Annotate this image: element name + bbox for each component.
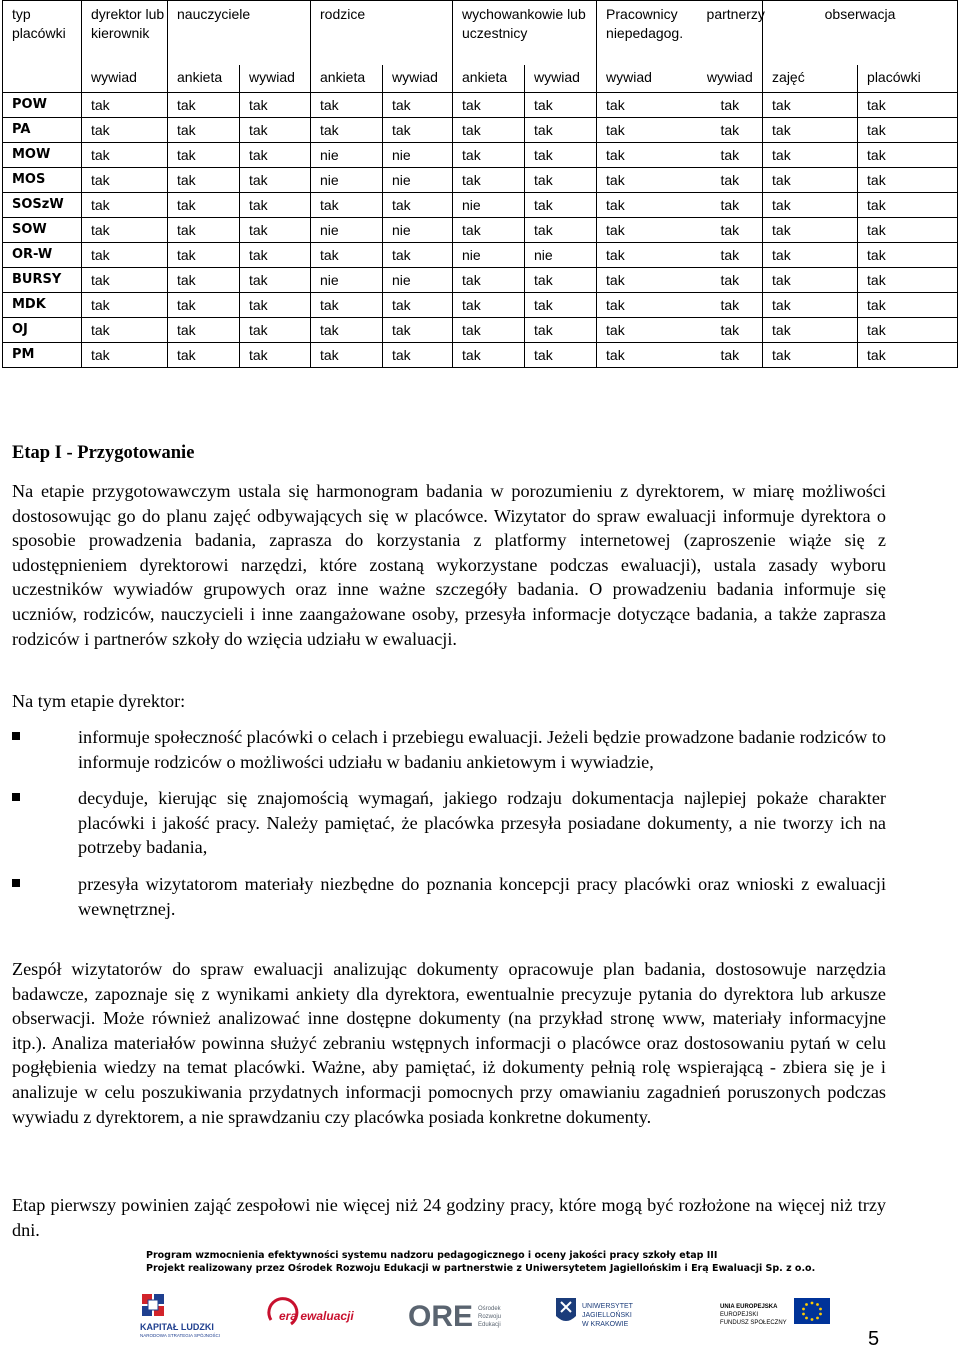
table-cell: tak	[168, 218, 240, 243]
table-cell: tak	[597, 293, 698, 318]
row-type-label: MOW	[3, 143, 82, 168]
row-type-label: SOSzW	[3, 193, 82, 218]
table-cell: tak	[240, 268, 311, 293]
row-type-label: OJ	[3, 318, 82, 343]
subheader-cell: ankieta	[453, 65, 525, 93]
table-cell: nie	[453, 243, 525, 268]
table-cell: nie	[311, 218, 383, 243]
table-cell: tak	[168, 143, 240, 168]
table-cell: tak	[453, 218, 525, 243]
table-cell: tak	[597, 143, 698, 168]
ore-sub-3: Edukacji	[478, 1322, 501, 1328]
table-cell: tak	[82, 93, 168, 118]
subheader-cell: wywiad	[82, 65, 168, 93]
table-cell: nie	[383, 168, 453, 193]
table-cell: tak	[240, 118, 311, 143]
table-cell: tak	[858, 318, 958, 343]
subheader-cell: wywiad	[698, 65, 763, 93]
table-row	[3, 118, 958, 143]
table-cell: tak	[597, 118, 698, 143]
table-cell: tak	[311, 93, 383, 118]
paragraph-intro: Na etapie przygotowawczym ustala się harmonogram badania w porozumieniu z dyrektorem, w miarę możliwości dostosowując go do planu zajęć odbywających się w placówce. Wizytator do spraw ewaluacji informuje dyrektora o sposobie prowadzenia badania, zaprasza do korzystania z platformy internetowej (zaproszenie wiąże się z udostępnieniem dyrektorowi narzędzi, które zostaną wykorzystane podczas ewaluacji), ustala zasady wyboru uczestników wywiadów grupowych oraz inne ważne szczegóły badania. O prowadzeniu badania informuje się uczniów, rodziców, nauczycieli i inne zaangażowane osoby, przesyła informacje dotyczące badania, a także zaprasza rodziców i partnerów szkoły do wzięcia udziału w ewaluacji.	[12, 481, 886, 649]
table-cell: tak	[698, 343, 763, 368]
table-cell: tak	[168, 168, 240, 193]
ore-text: ORE	[408, 1300, 474, 1333]
subheader-cell: wywiad	[240, 65, 311, 93]
table-cell: tak	[698, 193, 763, 218]
table-row	[3, 168, 958, 193]
subheader-cell: ankieta	[311, 65, 383, 93]
table-cell: tak	[453, 293, 525, 318]
table-cell: tak	[383, 193, 453, 218]
kapital-ludzki-emblem-icon	[140, 1290, 245, 1340]
table-cell: tak	[168, 193, 240, 218]
table-cell: tak	[82, 143, 168, 168]
subheader-cell: wywiad	[525, 65, 597, 93]
table-cell: tak	[311, 193, 383, 218]
era-ewaluacji-emblem-icon	[265, 1290, 375, 1340]
header-rodzice: rodzice	[311, 1, 453, 66]
subheader-cell: ankieta	[168, 65, 240, 93]
ore-sub-2: Rozwoju	[478, 1314, 502, 1320]
table-cell: nie	[311, 268, 383, 293]
ore-sub-1: Ośrodek	[478, 1306, 501, 1312]
row-type-label: POW	[3, 93, 82, 118]
ore-emblem-icon	[408, 1290, 508, 1340]
subheader-cell: wywiad	[597, 65, 698, 93]
table-cell: tak	[763, 343, 858, 368]
table-cell: tak	[597, 193, 698, 218]
table-row	[3, 343, 958, 368]
table-cell: tak	[525, 193, 597, 218]
footer-line-1: Program wzmocnienia efektywności systemu nadzoru pedagogicznego i oceny jakości pracy szkoły etap III	[146, 1250, 718, 1261]
row-type-label: MDK	[3, 293, 82, 318]
row-type-label: BURSY	[3, 268, 82, 293]
table-cell: tak	[240, 293, 311, 318]
list-item-text: decyduje, kierując się znajomością wymagań, jakiego rodzaju dokumentacja najlepiej pokaże charakter placówki i jakość pracy. Należy pamiętać, że placówka przesyła posiadane dokumenty, a nie tworzy ich na potrzeby badania,	[78, 788, 886, 858]
table-cell: tak	[82, 193, 168, 218]
table-cell: tak	[525, 268, 597, 293]
header-wychowankowie: wychowankowie lub uczestnicy	[453, 1, 597, 66]
table-cell: tak	[311, 318, 383, 343]
table-cell: tak	[597, 93, 698, 118]
director-tasks-list	[12, 725, 886, 933]
table-cell: tak	[311, 243, 383, 268]
table-cell: tak	[525, 318, 597, 343]
partner-logos	[140, 1290, 840, 1340]
table-cell: tak	[525, 118, 597, 143]
table-cell: tak	[525, 143, 597, 168]
header-pracownicy: Pracownicy niepedagog.	[597, 1, 698, 66]
table-cell: tak	[453, 143, 525, 168]
table-cell: tak	[763, 293, 858, 318]
table-cell: tak	[82, 268, 168, 293]
subheader-cell: wywiad	[383, 65, 453, 93]
table-cell: tak	[453, 318, 525, 343]
table-subheader-row	[3, 65, 958, 93]
row-type-label: PM	[3, 343, 82, 368]
table-cell: tak	[168, 318, 240, 343]
era-ewaluacji-text: era ewaluacji	[279, 1309, 354, 1323]
table-row	[3, 243, 958, 268]
table-cell: tak	[525, 168, 597, 193]
kapital-ludzki-subtitle: NARODOWA STRATEGIA SPÓJNOŚCI	[140, 1333, 221, 1338]
bullet-square-icon	[12, 879, 20, 887]
survey-methods-table	[2, 0, 958, 368]
table-cell: nie	[453, 193, 525, 218]
table-cell: tak	[240, 143, 311, 168]
eu-line-2: EUROPEJSKI	[720, 1312, 759, 1318]
table-cell: tak	[698, 93, 763, 118]
table-cell: tak	[525, 293, 597, 318]
list-item	[12, 725, 886, 774]
header-nauczyciele: nauczyciele	[168, 1, 311, 66]
table-cell: tak	[597, 268, 698, 293]
table-cell: tak	[698, 118, 763, 143]
table-cell: tak	[597, 343, 698, 368]
row-type-label: OR-W	[3, 243, 82, 268]
table-cell: tak	[858, 218, 958, 243]
table-cell: tak	[383, 93, 453, 118]
list-item-text: przesyła wizytatorom materiały niezbędne do poznania koncepcji pracy placówki oraz wnioski z ewaluacji wewnętrznej.	[78, 873, 886, 919]
uj-crest-icon	[550, 1290, 660, 1340]
eu-line-1: UNIA EUROPEJSKA	[720, 1304, 778, 1310]
table-cell: tak	[82, 168, 168, 193]
table-cell: tak	[240, 168, 311, 193]
table-cell: nie	[311, 168, 383, 193]
table-row	[3, 268, 958, 293]
table-cell: tak	[82, 218, 168, 243]
table-cell: nie	[383, 268, 453, 293]
table-cell: tak	[763, 118, 858, 143]
table-cell: tak	[858, 168, 958, 193]
table-cell: tak	[763, 168, 858, 193]
subheader-cell: zajęć	[763, 65, 858, 93]
table-cell: tak	[383, 343, 453, 368]
table-cell: tak	[763, 143, 858, 168]
table-cell: tak	[453, 168, 525, 193]
table-cell: tak	[240, 318, 311, 343]
table-cell: tak	[240, 243, 311, 268]
table-cell: tak	[311, 343, 383, 368]
table-cell: tak	[858, 243, 958, 268]
table-cell: tak	[698, 143, 763, 168]
table-cell: tak	[168, 343, 240, 368]
list-item	[12, 872, 886, 921]
table-cell: tak	[763, 218, 858, 243]
table-cell: tak	[525, 343, 597, 368]
table-cell: tak	[698, 168, 763, 193]
eu-flag-icon	[720, 1290, 840, 1340]
table-cell: tak	[240, 218, 311, 243]
ore-logo	[408, 1290, 508, 1340]
header-obserwacja: obserwacja	[763, 1, 958, 66]
table-cell: tak	[858, 293, 958, 318]
table-cell: tak	[858, 118, 958, 143]
table-row	[3, 143, 958, 168]
table-row	[3, 318, 958, 343]
uj-line-1: UNIWERSYTET	[582, 1303, 633, 1310]
list-item	[12, 786, 886, 860]
table-cell: tak	[525, 93, 597, 118]
table-header-row	[3, 1, 958, 66]
table-cell: tak	[858, 143, 958, 168]
table-cell: tak	[240, 343, 311, 368]
table-cell: tak	[82, 243, 168, 268]
header-partnerzy: partnerzy	[698, 1, 763, 66]
table-cell: tak	[763, 318, 858, 343]
table-cell: tak	[858, 268, 958, 293]
table-row	[3, 218, 958, 243]
uj-line-3: W KRAKOWIE	[582, 1321, 629, 1328]
table-cell: tak	[240, 93, 311, 118]
kapital-ludzki-title: KAPITAŁ LUDZKI	[140, 1322, 214, 1332]
table-cell: nie	[311, 143, 383, 168]
page-number: 5	[868, 1328, 880, 1350]
table-cell: tak	[82, 293, 168, 318]
table-cell: nie	[383, 218, 453, 243]
table-cell: tak	[240, 193, 311, 218]
table-cell: tak	[453, 268, 525, 293]
uniwersytet-jagiellonski-logo	[550, 1290, 660, 1340]
paragraph-director-lead: Na tym etapie dyrektor:	[12, 691, 186, 711]
table-cell: tak	[763, 268, 858, 293]
row-type-label: SOW	[3, 218, 82, 243]
table-cell: tak	[698, 268, 763, 293]
table-cell: nie	[383, 143, 453, 168]
table-cell: tak	[597, 243, 698, 268]
table-cell: tak	[453, 118, 525, 143]
table-cell: tak	[698, 318, 763, 343]
table-cell: tak	[383, 243, 453, 268]
header-dyrektor: dyrektor lub kierownik	[82, 1, 168, 66]
table-cell: tak	[698, 293, 763, 318]
kapital-ludzki-logo	[140, 1290, 245, 1340]
table-cell: tak	[168, 243, 240, 268]
table-row	[3, 293, 958, 318]
table-cell: tak	[383, 318, 453, 343]
table-cell: tak	[597, 218, 698, 243]
table-cell: tak	[168, 93, 240, 118]
table-cell: tak	[453, 93, 525, 118]
table-row	[3, 193, 958, 218]
row-type-label: MOS	[3, 168, 82, 193]
footer-program-text	[146, 1249, 815, 1275]
table-row	[3, 93, 958, 118]
paragraph-team-analysis: Zespół wizytatorów do spraw ewaluacji analizując dokumenty opracowuje plan badania, dostosowuje narzędzia badawcze, zapoznaje się z wynikami ankiety dla dyrektora, ewentualnie precyzuje pytania do dyrektora lub arkusze obserwacji. Może również analizować inne dostępne dokumenty (na przykład stronę www, materiały informacyjne itp.). Analiza materiałów powinna służyć zebraniu wstępnych informacji o placówce oraz dostosowaniu pytań w celu pogłębienia wiedzy na temat placówki. Ważne, aby pamiętać, iż dokumenty pełnią rolę wspierającą - zbiera się je i analizuje w celu poszukiwania przydatnych informacji pomocnych przy omawianiu zagadnień poruszonych podczas wywiadu z dyrektorem, a nie sprawdzaniu czy placówka posiada konkretne dokumenty.	[12, 959, 886, 1127]
table-cell: tak	[763, 93, 858, 118]
table-cell: nie	[525, 243, 597, 268]
table-cell: tak	[168, 293, 240, 318]
table-cell: tak	[383, 118, 453, 143]
uj-line-2: JAGIELLOŃSKI	[582, 1312, 632, 1319]
table-cell: tak	[82, 318, 168, 343]
table-cell: tak	[311, 293, 383, 318]
header-typ-placowki: typ placówki	[3, 1, 82, 93]
bullet-square-icon	[12, 732, 20, 740]
paragraph-duration: Etap pierwszy powinien zająć zespołowi nie więcej niż 24 godziny pracy, które mogą być rozłożone na więcej niż trzy dni.	[12, 1195, 886, 1240]
table-cell: tak	[763, 243, 858, 268]
unia-europejska-logo	[720, 1290, 840, 1340]
table-cell: tak	[698, 243, 763, 268]
row-type-label: PA	[3, 118, 82, 143]
eu-line-3: FUNDUSZ SPOŁECZNY	[720, 1320, 787, 1326]
table-cell: tak	[525, 218, 597, 243]
table-cell: tak	[698, 218, 763, 243]
table-cell: tak	[858, 343, 958, 368]
table-cell: tak	[168, 268, 240, 293]
list-item-text: informuje społeczność placówki o celach i przebiegu ewaluacji. Jeżeli będzie prowadzone badanie rodziców to informuje rodziców o możliwości udziału w badaniu ankietowym i wywiadzie,	[78, 727, 886, 772]
bullet-square-icon	[12, 793, 20, 801]
table-cell: tak	[453, 343, 525, 368]
table-cell: tak	[858, 93, 958, 118]
table-cell: tak	[311, 118, 383, 143]
table-body	[3, 93, 958, 368]
table-cell: tak	[168, 118, 240, 143]
footer-line-2: Projekt realizowany przez Ośrodek Rozwoju Edukacji w partnerstwie z Uniwersytetem Jagiellońskim i Erą Ewaluacji Sp. z o.o.	[146, 1263, 816, 1274]
subheader-cell: placówki	[858, 65, 958, 93]
table-cell: tak	[597, 168, 698, 193]
table-cell: tak	[82, 343, 168, 368]
table-cell: tak	[597, 318, 698, 343]
era-ewaluacji-logo	[265, 1290, 375, 1340]
section-title: Etap I - Przygotowanie	[12, 443, 195, 463]
table-cell: tak	[763, 193, 858, 218]
table-cell: tak	[383, 293, 453, 318]
table-cell: tak	[858, 193, 958, 218]
table-cell: tak	[82, 118, 168, 143]
